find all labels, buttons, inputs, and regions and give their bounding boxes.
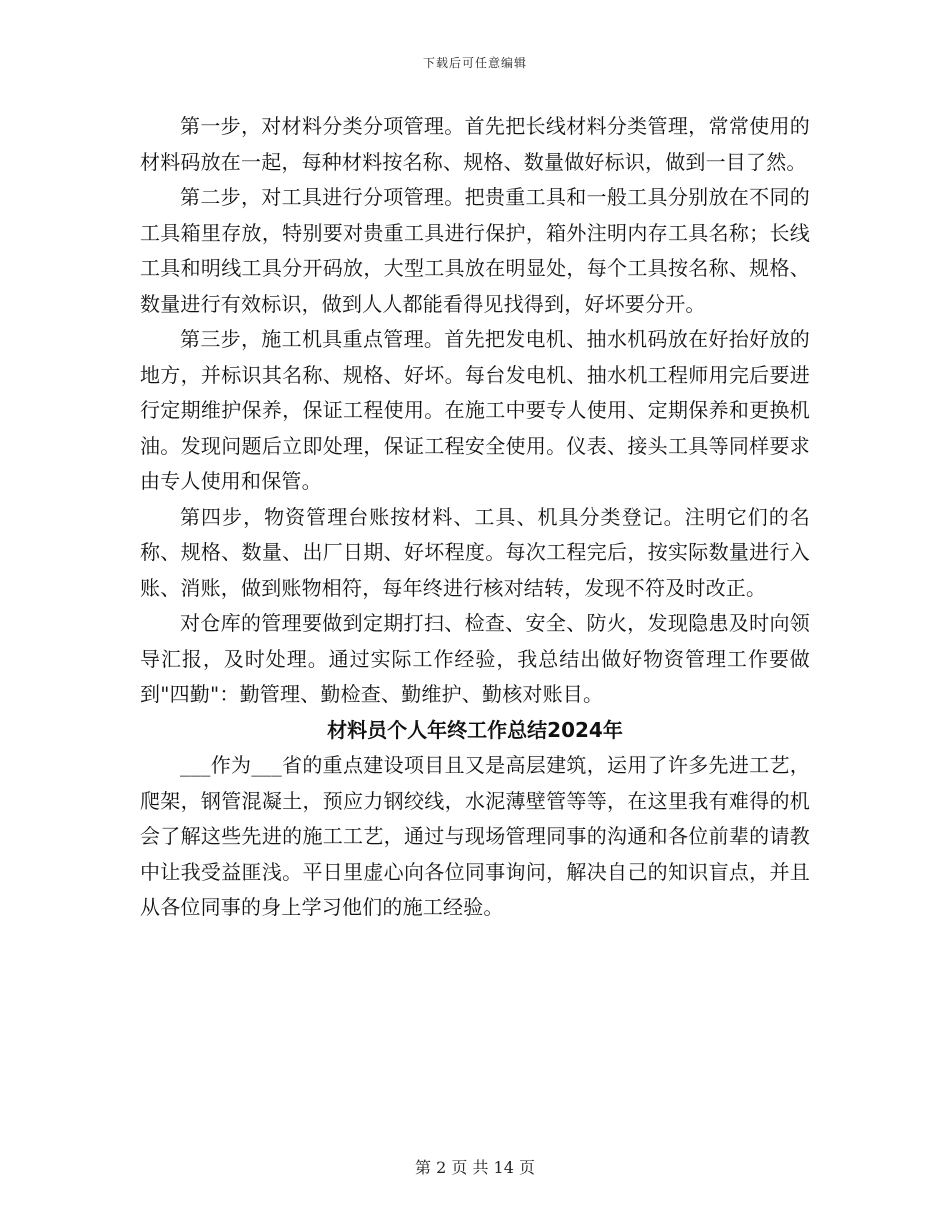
paragraph-step-4: 第四步，物资管理台账按材料、工具、机具分类登记。注明它们的名称、规格、数量、出厂日期、好坏程度。每次工程完后，按实际数量进行入账、消账，做到账物相符，每年终进行核对结转，发现不符及时改正。: [140, 504, 810, 600]
page-header: 下载后可任意编辑: [422, 56, 527, 70]
paragraph-step-1: 第一步，对材料分类分项管理。首先把长线材料分类管理，常常使用的材料码放在一起，每种材料按名称、规格、数量做好标识，做到一目了然。: [140, 114, 810, 174]
page-number: 第 2 页 共 14 页: [415, 1158, 535, 1177]
paragraph-summary: ___作为___省的重点建设项目且又是高层建筑，运用了许多先进工艺，爬架，钢管混凝土，预应力钢绞线，水泥薄壁管等等，在这里我有难得的机会了解这些先进的施工工艺，通过与现场管理同事的沟通和各位前辈的请教中让我受益匪浅。平日里虚心向各位同事询问，解决自己的知识盲点，并且从各位同事的身上学习他们的施工经验。: [140, 753, 810, 919]
paragraph-step-2: 第二步，对工具进行分项管理。把贵重工具和一般工具分别放在不同的工具箱里存放，特别要对贵重工具进行保护，箱外注明内存工具名称；长线工具和明线工具分开码放，大型工具放在明显处，每个工具按名称、规格、数量进行有效标识，做到人人都能看得见找得到，好坏要分开。: [140, 185, 810, 316]
section-title: 材料员个人年终工作总结2024年: [327, 717, 623, 742]
paragraph-warehouse: 对仓库的管理要做到定期打扫、检查、安全、防火，发现隐患及时向领导汇报，及时处理。通过实际工作经验，我总结出做好物资管理工作要做到"四勤"：勤管理、勤检查、勤维护、勤核对账目。: [140, 611, 810, 706]
page-content: [140, 109, 810, 926]
paragraph-step-3: 第三步，施工机具重点管理。首先把发电机、抽水机码放在好抬好放的地方，并标识其名称、规格、好坏。每台发电机、抽水机工程师用完后要进行定期维护保养，保证工程使用。在施工中要专人使用、定期保养和更换机油。发现问题后立即处理，保证工程安全使用。仪表、接头工具等同样要求由专人使用和保管。: [140, 327, 810, 493]
